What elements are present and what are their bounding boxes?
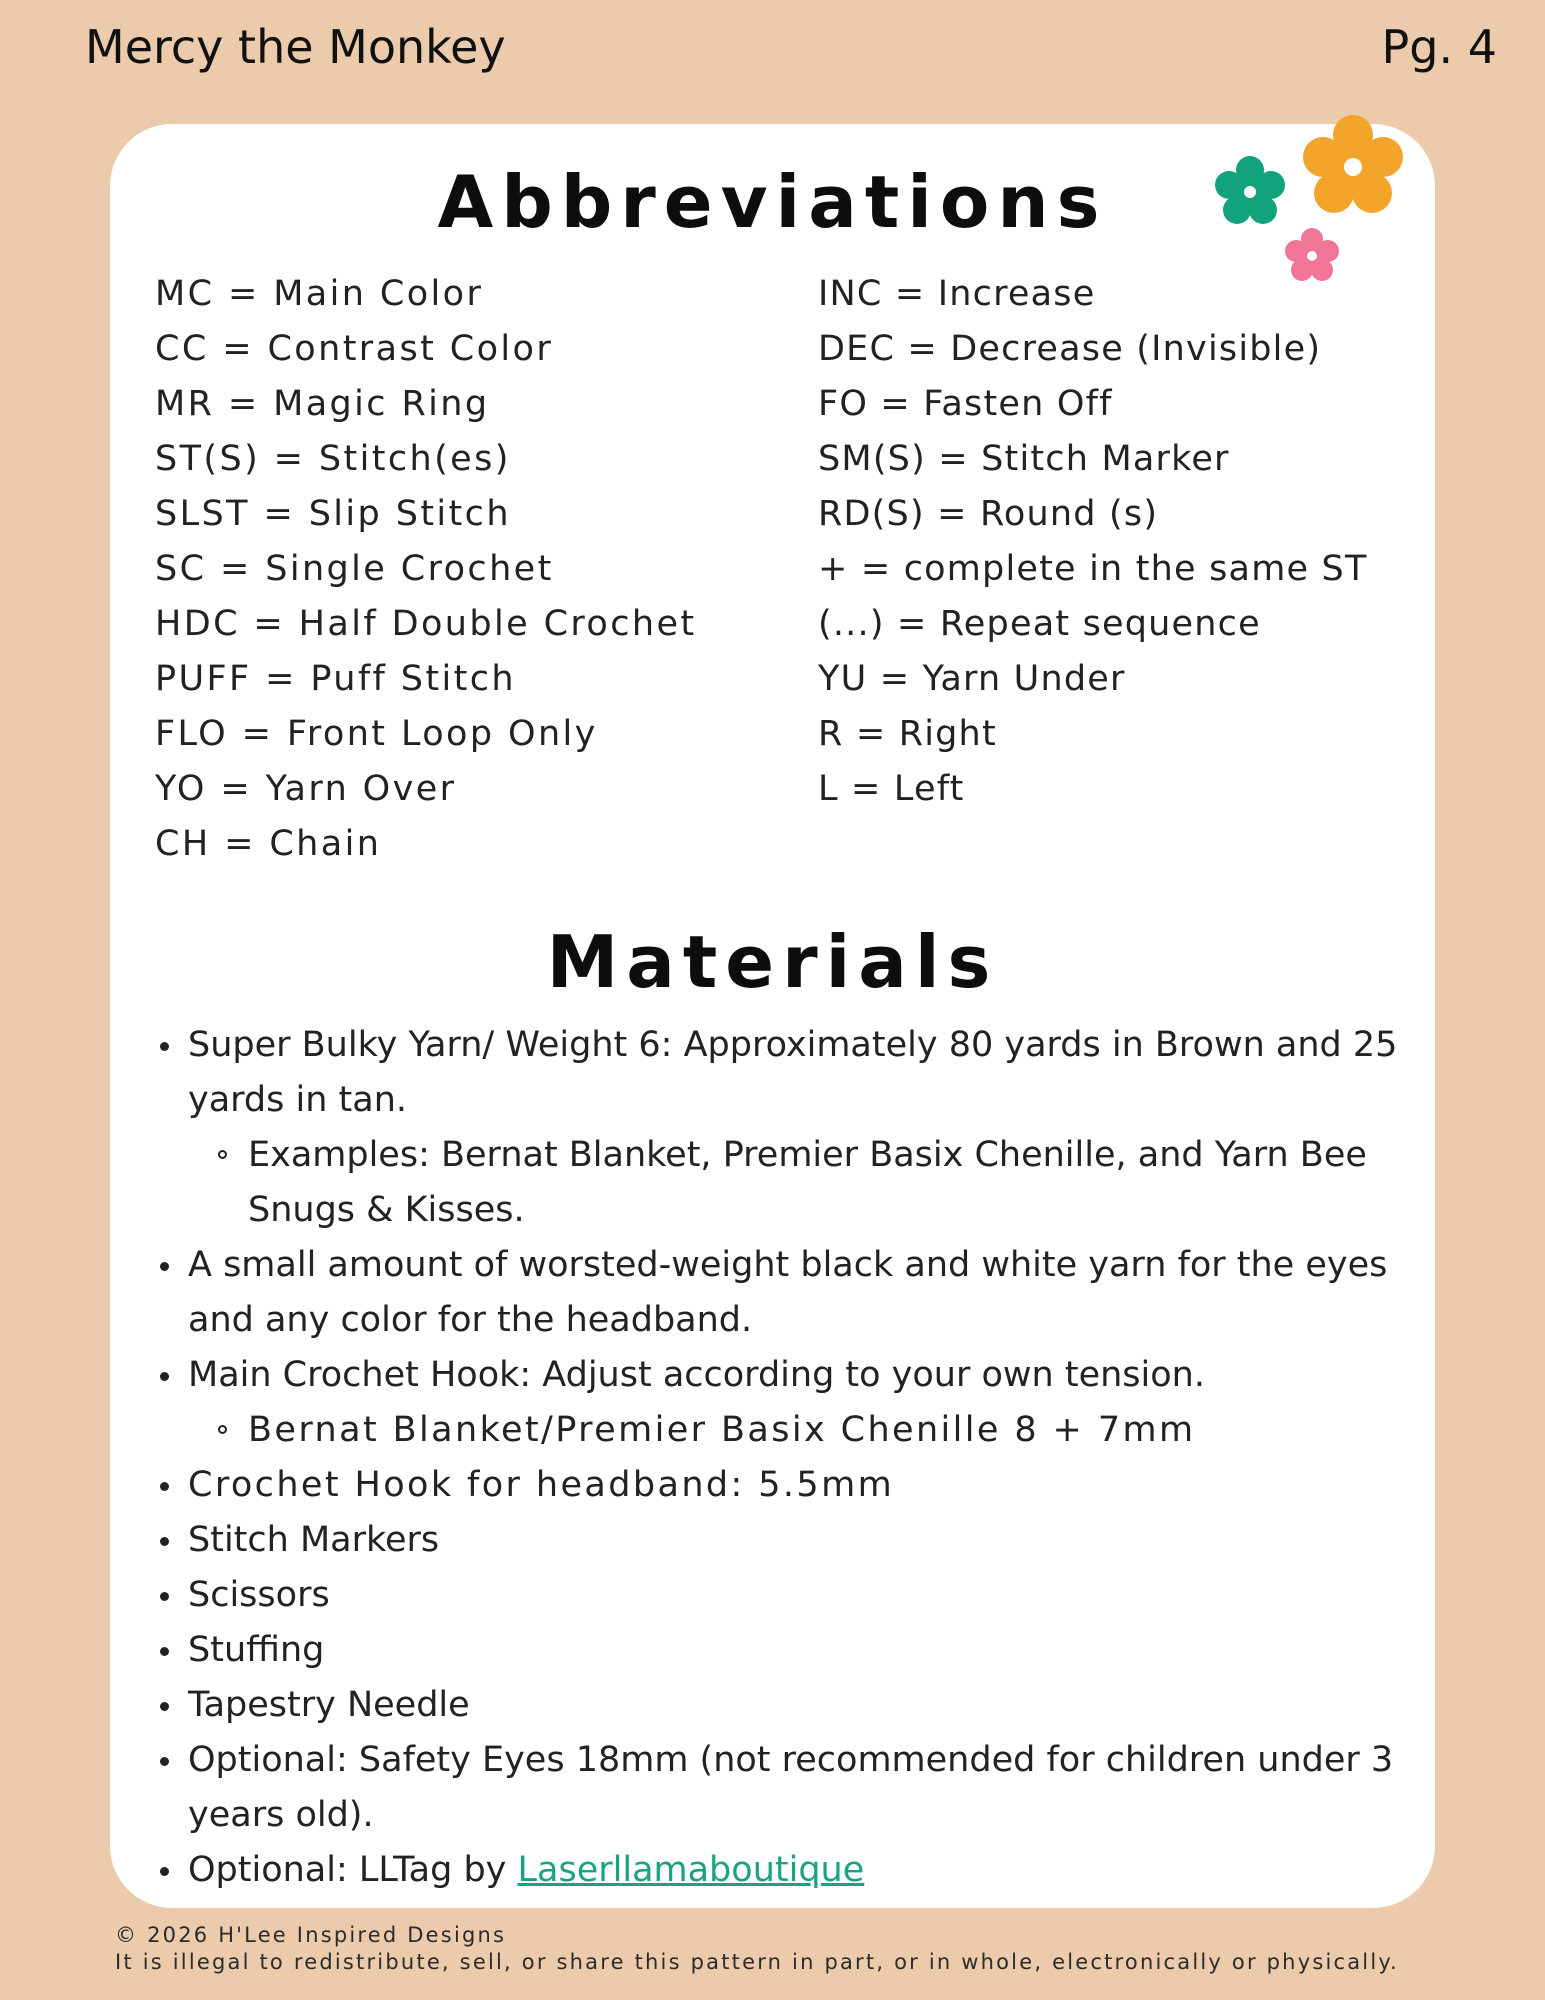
materials-item-stuffing: Stuffing	[188, 1623, 1408, 1678]
materials-heading: Materials	[546, 920, 999, 1004]
abbreviation-item: CH = Chain	[155, 824, 382, 864]
abbreviation-item: + = complete in the same ST	[818, 549, 1368, 589]
materials-item-safety-eyes: Optional: Safety Eyes 18mm (not recommended for children under 3 years old).	[188, 1733, 1408, 1843]
abbreviation-item: YU = Yarn Under	[818, 659, 1126, 699]
footer	[115, 1922, 1399, 1976]
abbreviation-item: DEC = Decrease (Invisible)	[818, 329, 1322, 369]
abbreviation-item: L = Left	[818, 769, 965, 809]
materials-item-yarn: Super Bulky Yarn/ Weight 6: Approximately 80 yards in Brown and 25 yards in tan.	[188, 1018, 1408, 1128]
copyright-notice: © 2026 H'Lee Inspired Designs	[115, 1923, 507, 1947]
abbreviation-item: YO = Yarn Over	[155, 769, 457, 809]
document-title: Mercy the Monkey	[85, 20, 506, 74]
abbreviation-item: HDC = Half Double Crochet	[155, 604, 697, 644]
materials-item-tapestry-needle: Tapestry Needle	[188, 1678, 1408, 1733]
page-number: Pg. 4	[1381, 20, 1497, 74]
abbreviation-item: SLST = Slip Stitch	[155, 494, 511, 534]
abbreviation-item: MR = Magic Ring	[155, 384, 490, 424]
materials-item-scissors: Scissors	[188, 1568, 1408, 1623]
abbreviation-item: PUFF = Puff Stitch	[155, 659, 517, 699]
legal-notice: It is illegal to redistribute, sell, or share this pattern in part, or in whole, electronically or physically.	[115, 1950, 1399, 1974]
abbreviation-item: ST(S) = Stitch(es)	[155, 439, 511, 479]
abbreviation-item: (...) = Repeat sequence	[818, 604, 1261, 644]
abbreviations-left-column	[155, 267, 697, 872]
abbreviation-item: R = Right	[818, 714, 997, 754]
abbreviation-item: FO = Fasten Off	[818, 384, 1113, 424]
materials-subitem-hook-size: Bernat Blanket/Premier Basix Chenille 8 + 7mm	[188, 1403, 1408, 1458]
materials-item-main-hook: Main Crochet Hook: Adjust according to your own tension.	[188, 1348, 1408, 1403]
abbreviation-item: FLO = Front Loop Only	[155, 714, 598, 754]
abbreviation-item: INC = Increase	[818, 274, 1096, 314]
materials-list	[188, 1018, 1408, 1898]
laserllamaboutique-link[interactable]: Laserllamaboutique	[517, 1850, 865, 1890]
abbreviation-item: RD(S) = Round (s)	[818, 494, 1159, 534]
materials-item-lltag	[188, 1843, 1408, 1898]
materials-item-worsted-yarn: A small amount of worsted-weight black and white yarn for the eyes and any color for the headband.	[188, 1238, 1408, 1348]
abbreviation-item: SM(S) = Stitch Marker	[818, 439, 1230, 479]
abbreviation-item: CC = Contrast Color	[155, 329, 554, 369]
abbreviation-item: SC = Single Crochet	[155, 549, 554, 589]
materials-subitem-examples: Examples: Bernat Blanket, Premier Basix Chenille, and Yarn Bee Snugs & Kisses.	[188, 1128, 1408, 1238]
lltag-label: Optional: LLTag by	[188, 1850, 518, 1890]
materials-item-stitch-markers: Stitch Markers	[188, 1513, 1408, 1568]
abbreviations-heading: Abbreviations	[437, 160, 1108, 244]
abbreviations-right-column	[818, 267, 1368, 817]
materials-item-headband-hook: Crochet Hook for headband: 5.5mm	[188, 1458, 1408, 1513]
abbreviation-item: MC = Main Color	[155, 274, 484, 314]
